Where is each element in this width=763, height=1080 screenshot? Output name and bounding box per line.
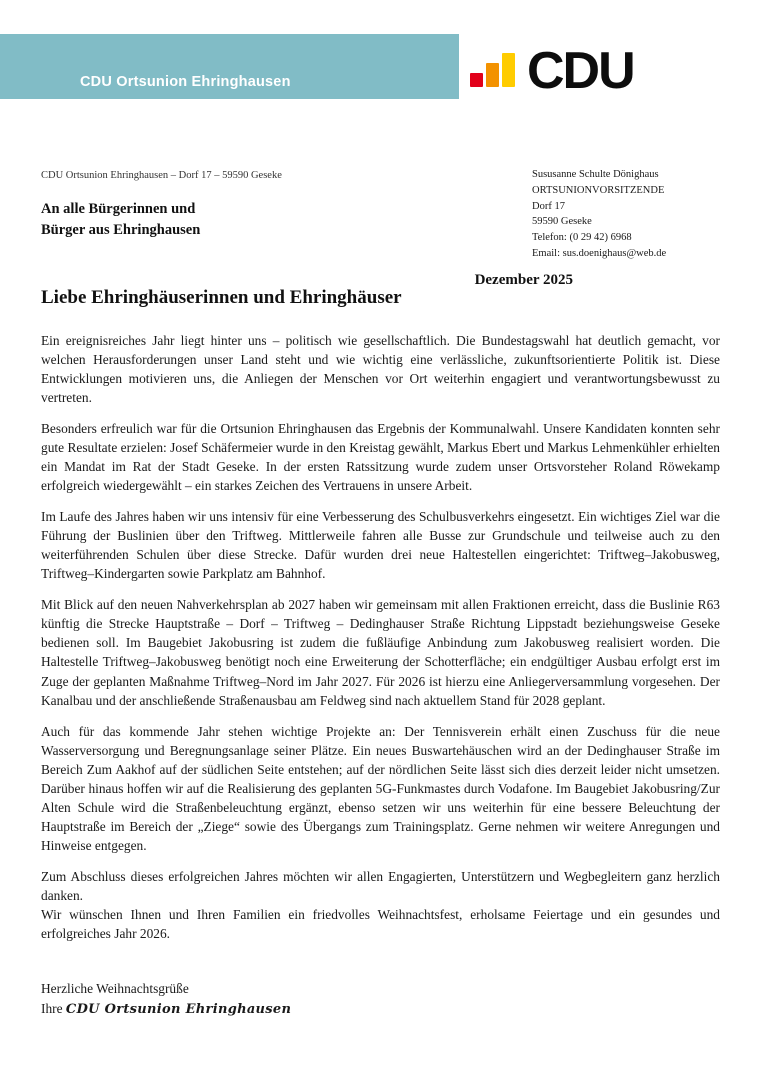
signature-name: CDU Ortsunion Ehringhausen (65, 1002, 292, 1018)
body-paragraph: Besonders erfreulich war für die Ortsunion Ehringhausen das Ergebnis der Kommunalwahl. Unsere Kandidaten konnten sehr gute Resultate erzielen: Josef Schäfermeier wurde in den Kreistag gewählt, Markus Ebert und Markus Lehmenkühler erhielten ein Mandat im Rat der Stadt Geseke. In der ersten Ratssitzung wurde zudem unser Ortsvorsteher Roland Röwekamp erfolgreich wiedergewählt – ein starkes Zeichen des Vertrauens in unsere Arbeit. (41, 421, 720, 494)
cdu-logo (459, 34, 763, 99)
sender-role: ORTSUNIONVORSITZENDE (532, 184, 665, 196)
body-paragraph: Auch für das kommende Jahr stehen wichtige Projekte an: Der Tennisverein erhält einen Zuschuss für die neue Wasserversorgung und Beregnungsanlage seiner Plätze. Ein neues Buswartehäuschen wird an der Dedinghauser Straße im Bereich Zum Aakhof auf der südlichen Seite entstehen; auf der nördlichen Seite lässt sich dies derzeit leider nicht umsetzen. Darüber hinaus hoffen wir auf die Realisierung des geplanten 5G-Funkmastes durch Vodafone. Im Baugebiet Jakobusring/Zur Alten Schule wird die Straßenbeleuchtung ergänzt, ebenso setzen wir uns weiterhin für eine bessere Beleuchtung der Hauptstraße im Bereich der „Ziege“ sowie des Übergangs zum Trainingsplatz. Gerne nehmen wir weitere Anregungen und Hinweise entgegen. (41, 723, 720, 853)
body-paragraph: Mit Blick auf den neuen Nahverkehrsplan ab 2027 haben wir gemeinsam mit allen Fraktionen erreicht, dass die Buslinie R63 künftig die Strecke Hauptstraße – Dorf – Triftweg – Dedinghauser Straße Richtung Lippstadt beziehungsweise Geseke bedienen soll. Im Baugebiet Jakobusring ist zudem die fußläufige Anbindung zum Jakobusweg realisiert worden. Die Haltestelle Triftweg–Jakobusweg benötigt noch eine Erweiterung der Schotterfläche; ein endgültiger Ausbau erfolgt erst im Zuge der geplanten Maßnahme Triftweg–Nord im Jahr 2027. Für 2026 ist hierzu eine Anliegerversammlung vorgesehen. Der Kanalbau und der anschließende Straßenausbau am Feldweg sind nach aktuellem Stand für 2028 geplant. (41, 597, 720, 708)
recipient-line-1: An alle Bürgerinnen und (41, 201, 196, 217)
body-paragraph: Zum Abschluss dieses erfolgreichen Jahres möchten wir allen Engagierten, Unterstützern und Wegbegleitern ganz herzlich danken. Wir wünschen Ihnen und Ihren Familien ein friedvolles Weihnachtsfest, erholsame Feiertage und ein gesundes und erfolgreiches Jahr 2026. (41, 868, 720, 941)
body-paragraph: Ein ereignisreiches Jahr liegt hinter uns – politisch wie gesellschaftlich. Die Bundestagswahl hat deutlich gemacht, vor welchen Herausforderungen unser Land steht und wie wichtig eine verlässliche, zukunftsorientierte Politik ist. Diese Entwicklungen motivieren uns, die Anliegen der Menschen vor Ort weiterhin engagiert und verantwortungsbewusst zu vertreten. (41, 333, 720, 406)
return-address-line: CDU Ortsunion Ehringhausen – Dorf 17 – 59590 Geseke (41, 170, 282, 181)
logo-bars-icon (470, 53, 522, 87)
closing-prefix: Ihre (41, 1001, 63, 1017)
signature-line (41, 999, 291, 1020)
sender-email: Email: sus.doenighaus@web.de (532, 247, 667, 259)
sender-block (532, 167, 752, 262)
header-bar (0, 34, 459, 99)
letter-date: Dezember 2025 (474, 272, 573, 288)
sender-name: Sususanne Schulte Dönighaus (532, 169, 659, 180)
closing-block (41, 979, 291, 1020)
closing-line: Herzliche Weihnachtsgrüße (41, 981, 189, 996)
sender-city: 59590 Geseke (532, 216, 592, 228)
recipient-block (41, 199, 200, 241)
sender-street: Dorf 17 (532, 200, 565, 212)
salutation: Liebe Ehringhäuserinnen und Ehringhäuser (41, 287, 402, 308)
logo-wordmark: CDU (527, 42, 634, 100)
organization-title: CDU Ortsunion Ehringhausen (80, 74, 291, 90)
letter-body (41, 331, 720, 943)
body-paragraph: Im Laufe des Jahres haben wir uns intensiv für eine Verbesserung des Schulbusverkehrs eingesetzt. Ein wichtiges Ziel war die Führung der Buslinien über den Triftweg. Mittlerweile fahren alle Busse zur Grundschule und teilweise auch zu den weiterführenden Schulen über diese Strecke. Dafür wurden drei neue Haltestellen eingerichtet: Triftweg–Jakobusweg, Triftweg–Kindergarten sowie Parkplatz am Bahnhof. (41, 509, 720, 582)
recipient-line-2: Bürger aus Ehringhausen (41, 222, 201, 239)
letterhead (0, 34, 763, 99)
sender-phone: Telefon: (0 29 42) 6968 (532, 232, 632, 243)
